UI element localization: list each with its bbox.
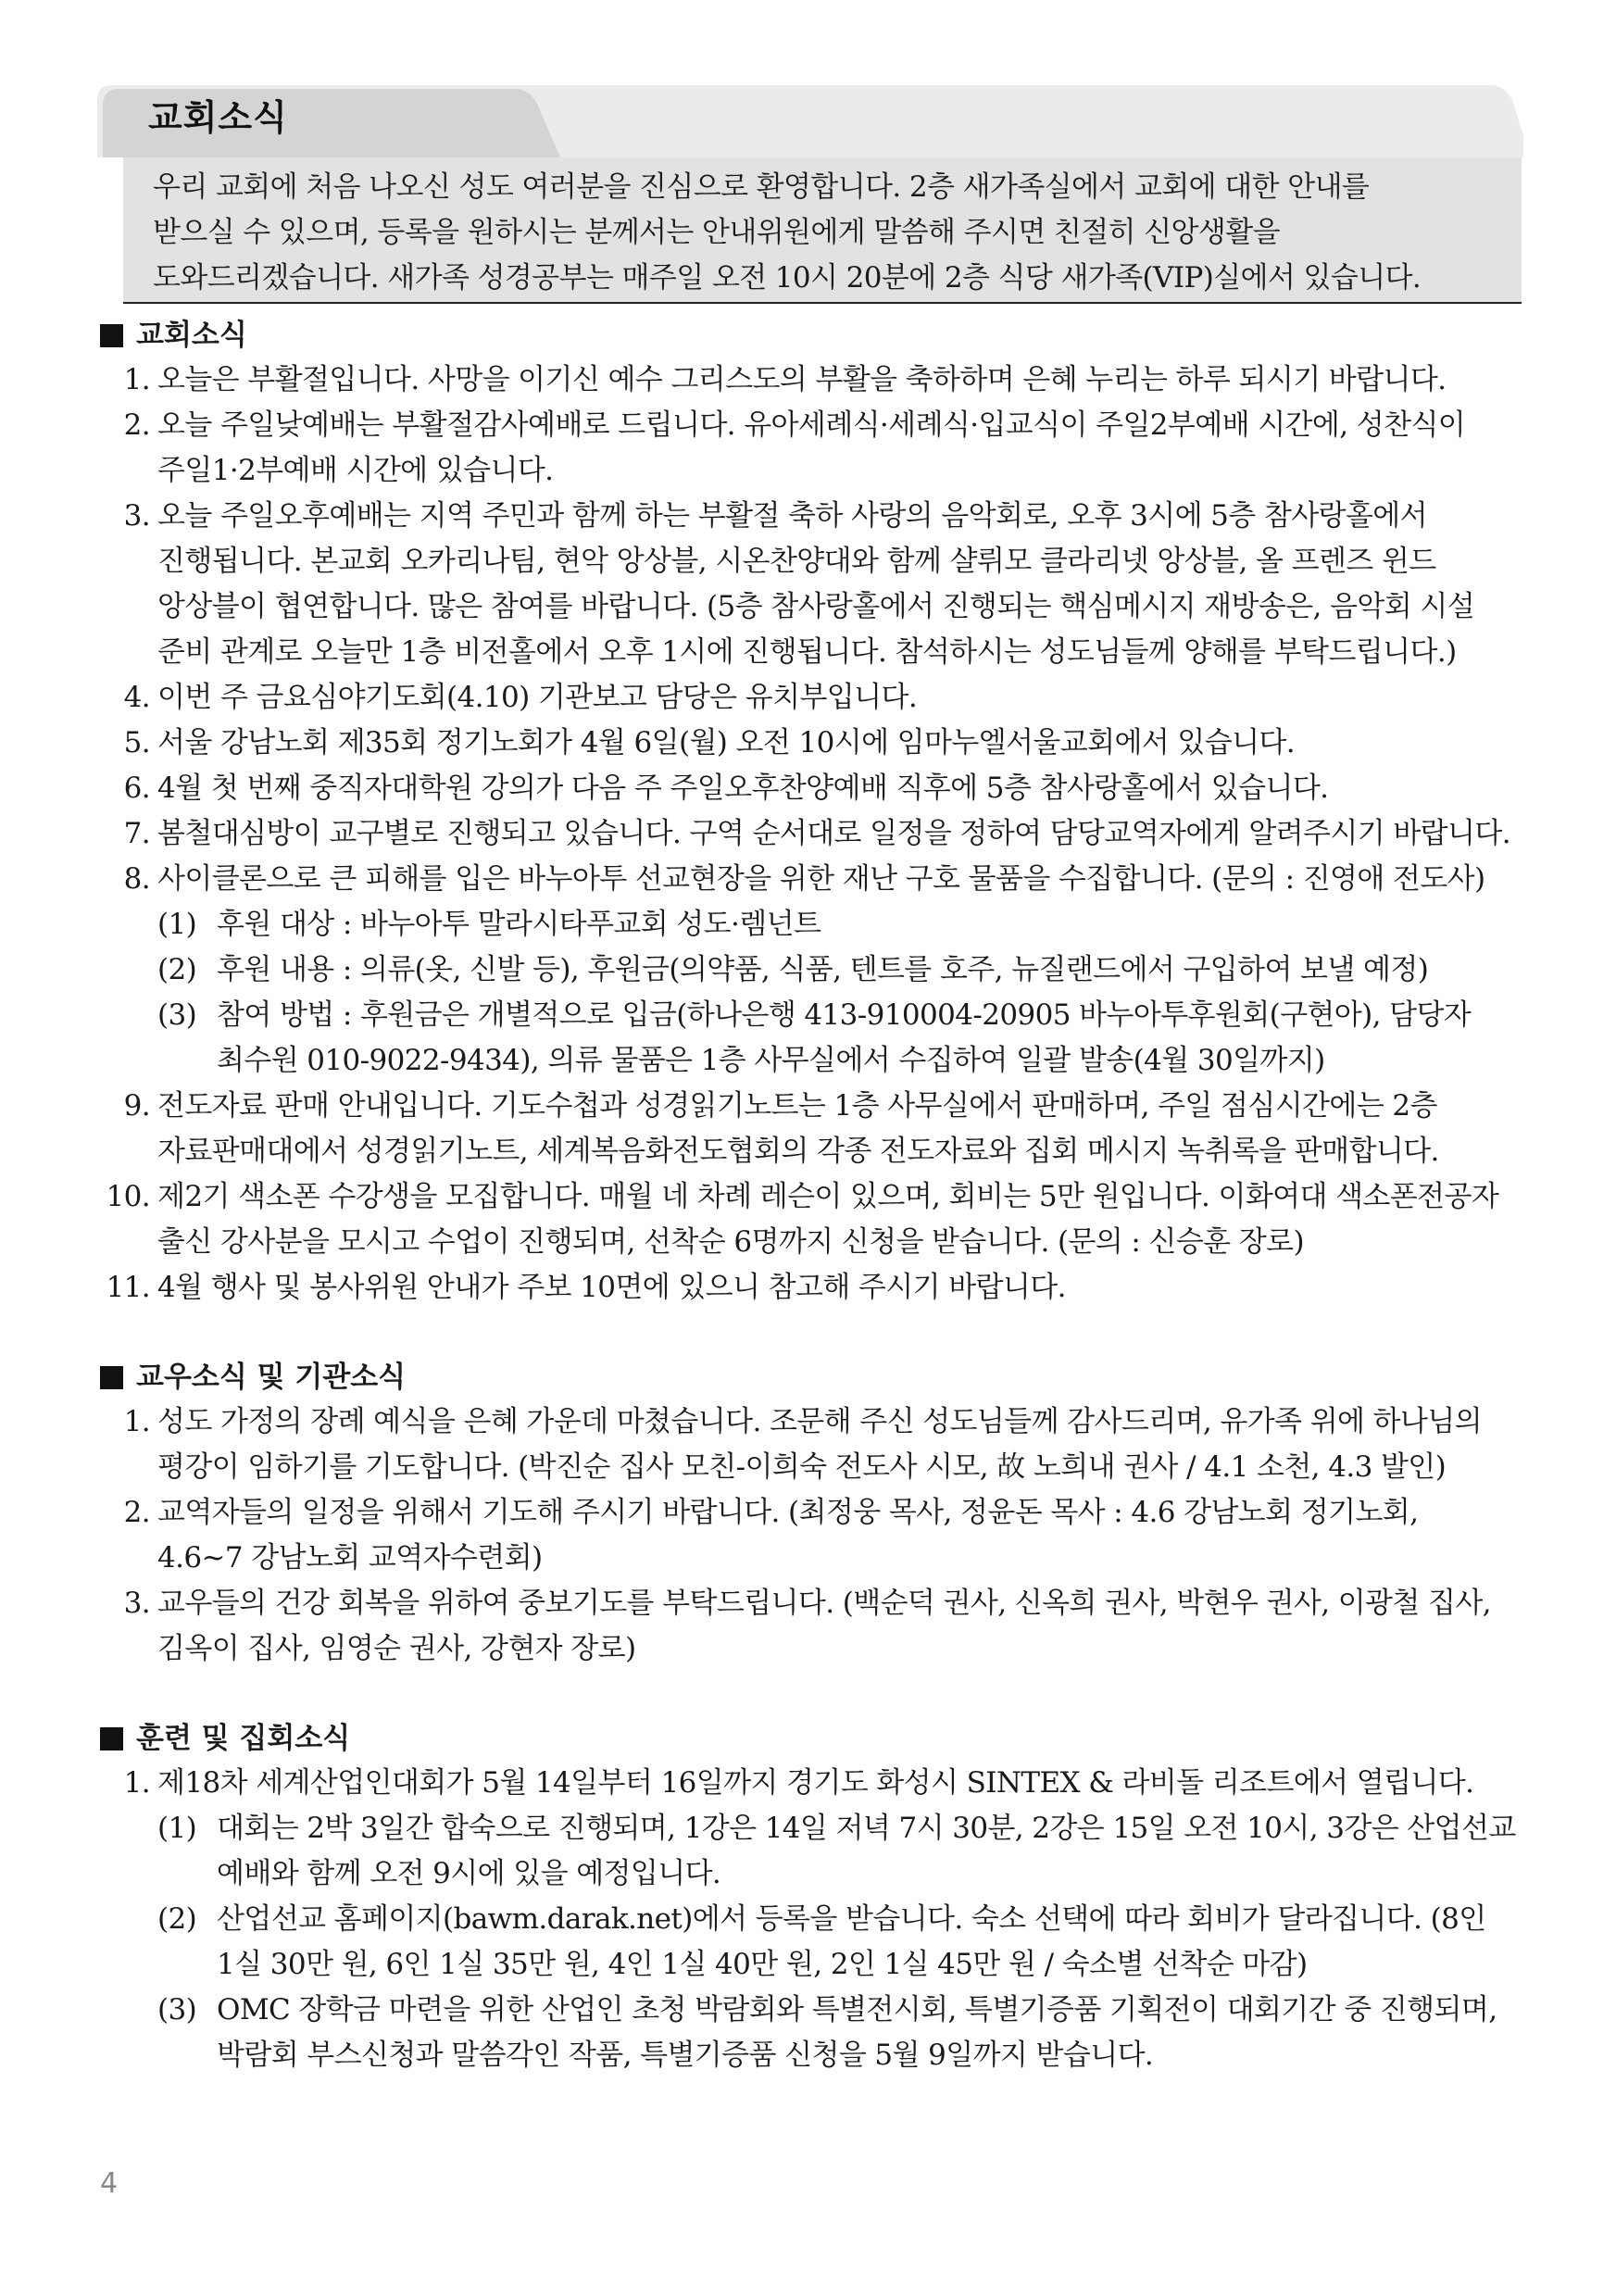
item-number: 3. (123, 1587, 150, 1620)
sub-item-line: 후원 대상 : 바누아투 말라시타푸교회 성도·렘넌트 (217, 908, 821, 941)
sub-item (100, 1897, 1517, 1988)
sub-item-line: 박람회 부스신청과 말씀각인 작품, 특별기증품 신청을 5월 9일까지 받습니다. (217, 2039, 1154, 2072)
item-line: 앙상블이 협연합니다. 많은 참여를 바랍니다. (5층 참사랑홀에서 진행되는 핵심메시지 재방송은, 음악회 시설 (157, 590, 1475, 623)
item-line: 전도자료 판매 안내입니다. 기도수첩과 성경읽기노트는 1층 사무실에서 판매하며, 주일 점심시간에는 2층 (157, 1089, 1437, 1123)
item-line: 서울 강남노회 제35회 정기노회가 4월 6일(월) 오전 10시에 임마누엘서울교회에서 있습니다. (157, 726, 1296, 759)
list-item (100, 1084, 1517, 1174)
section-heading (100, 1355, 1517, 1399)
list-item (100, 1265, 1517, 1311)
sub-item-line: 1실 30만 원, 6인 1실 35만 원, 4인 1실 40만 원, 2인 1실 45만 원 / 숙소별 선착순 마감) (217, 1948, 1308, 1981)
sub-item-line: 참여 방법 : 후원금은 개별적으로 입금(하나은행 413-910004-20905 바누아투후원회(구현아), 담당자 (217, 998, 1472, 1032)
item-line: 사이클론으로 큰 피해를 입은 바누아투 선교현장을 위한 재난 구호 물품을 수집합니다. (문의 : 진영애 전도사) (157, 862, 1485, 896)
page-number: 4 (100, 2167, 119, 2200)
item-line: 제2기 색소폰 수강생을 모집합니다. 매월 네 차례 레슨이 있으며, 회비는 5만 원입니다. 이화여대 색소폰전공자 (157, 1180, 1499, 1213)
item-number: 9. (123, 1089, 150, 1123)
list-item (100, 857, 1517, 902)
item-line: 이번 주 금요심야기도회(4.10) 기관보고 담당은 유치부입니다. (157, 681, 918, 714)
item-number: 8. (123, 862, 150, 896)
item-line: 김옥이 집사, 임영순 권사, 강현자 장로) (157, 1632, 636, 1665)
sub-item-number: (3) (157, 1993, 197, 2026)
section-heading (100, 1716, 1517, 1761)
item-line: 출신 강사분을 모시고 수업이 진행되며, 선착순 6명까지 신청을 받습니다. (문의 : 신승훈 장로) (157, 1225, 1304, 1259)
item-number: 1. (123, 363, 150, 396)
item-line: 자료판매대에서 성경읽기노트, 세계복음화전도협회의 각종 전도자료와 집회 메시지 녹취록을 판매합니다. (157, 1135, 1439, 1168)
item-line: 성도 가정의 장례 예식을 은혜 가운데 마쳤습니다. 조문해 주신 성도님들께 감사드리며, 유가족 위에 하나님의 (157, 1405, 1483, 1438)
sub-item-line: OMC 장학금 마련을 위한 산업인 초청 박람회와 특별전시회, 특별기증품 기획전이 대회기간 중 진행되며, (217, 1993, 1497, 2026)
welcome-box (123, 157, 1522, 304)
list-item (100, 1399, 1517, 1490)
item-line: 오늘은 부활절입니다. 사망을 이기신 예수 그리스도의 부활을 축하하며 은혜 누리는 하루 되시기 바랍니다. (157, 363, 1447, 396)
square-bullet-icon (100, 1366, 123, 1389)
item-line: 봄철대심방이 교구별로 진행되고 있습니다. 구역 순서대로 일정을 정하여 담당교역자에게 알려주시기 바랍니다. (157, 817, 1510, 850)
list-item (100, 675, 1517, 721)
item-line: 제18차 세계산업인대회가 5월 14일부터 16일까지 경기도 화성시 SINTEX & 라비돌 리조트에서 열립니다. (157, 1766, 1474, 1800)
item-line: 준비 관계로 오늘만 1층 비전홀에서 오후 1시에 진행됩니다. 참석하시는 성도님들께 양해를 부탁드립니다.) (157, 635, 1457, 669)
sub-item-line: 예배와 함께 오전 9시에 있을 예정입니다. (217, 1857, 721, 1890)
item-number: 2. (123, 1496, 150, 1529)
item-number: 1. (123, 1405, 150, 1438)
item-number: 1. (123, 1766, 150, 1800)
section-title: 훈련 및 집회소식 (136, 1722, 351, 1755)
item-line: 교역자들의 일정을 위해서 기도해 주시기 바랍니다. (최정웅 목사, 정윤돈 목사 : 4.6 강남노회 정기노회, (157, 1496, 1419, 1529)
sub-item (100, 1988, 1517, 2078)
sub-item-line: 후원 내용 : 의류(옷, 신발 등), 후원금(의약품, 식품, 텐트를 호주, 뉴질랜드에서 구입하여 보낼 예정) (217, 953, 1429, 986)
item-line: 교우들의 건강 회복을 위하여 중보기도를 부탁드립니다. (백순덕 권사, 신옥희 권사, 박현우 권사, 이광철 집사, (157, 1587, 1491, 1620)
sub-item-line: 산업선교 홈페이지(bawm.darak.net)에서 등록을 받습니다. 숙소 선택에 따라 회비가 달라집니다. (8인 (217, 1902, 1486, 1936)
item-number: 2. (123, 408, 150, 442)
item-line: 4.6~7 강남노회 교역자수련회) (157, 1541, 543, 1575)
section-title: 교회소식 (136, 319, 247, 352)
sub-item-line: 대회는 2박 3일간 합숙으로 진행되며, 1강은 14일 저녁 7시 30분, 2강은 15일 오전 10시, 3강은 산업선교 (217, 1812, 1516, 1845)
item-line: 오늘 주일낮예배는 부활절감사예배로 드립니다. 유아세례식·세례식·입교식이 주일2부예배 시간에, 성찬식이 (157, 408, 1466, 442)
header-tab-shape (97, 80, 1523, 157)
sub-item-number: (2) (157, 1902, 197, 1936)
welcome-line: 우리 교회에 처음 나오신 성도 여러분을 진심으로 환영합니다. 2층 새가족실에서 교회에 대한 안내를 (153, 170, 1370, 204)
list-item (100, 494, 1517, 675)
list-item (100, 403, 1517, 494)
content (100, 313, 1517, 2078)
item-number: 5. (123, 726, 150, 759)
item-line: 오늘 주일오후예배는 지역 주민과 함께 하는 부활절 축하 사랑의 음악회로, 오후 3시에 5층 참사랑홀에서 (157, 499, 1427, 533)
page-title: 교회소식 (148, 97, 288, 138)
item-number: 7. (123, 817, 150, 850)
sub-item (100, 947, 1517, 993)
list-item (100, 1581, 1517, 1672)
item-line: 주일1·2부예배 시간에 있습니다. (157, 454, 554, 487)
sub-item-number: (2) (157, 953, 197, 986)
item-number: 11. (106, 1271, 150, 1304)
list-item (100, 1490, 1517, 1581)
list-item (100, 721, 1517, 766)
sub-item-number: (1) (157, 1812, 197, 1845)
sub-item (100, 1806, 1517, 1897)
sub-item-number: (3) (157, 998, 197, 1032)
item-number: 6. (123, 772, 150, 805)
list-item (100, 358, 1517, 403)
item-line: 4월 행사 및 봉사위원 안내가 주보 10면에 있으니 참고해 주시기 바랍니다. (157, 1271, 1066, 1304)
item-line: 4월 첫 번째 중직자대학원 강의가 다음 주 주일오후찬양예배 직후에 5층 참사랑홀에서 있습니다. (157, 772, 1329, 805)
list-item (100, 1174, 1517, 1265)
sub-item-number: (1) (157, 908, 197, 941)
list-item (100, 766, 1517, 811)
item-number: 3. (123, 499, 150, 533)
welcome-line: 도와드리겠습니다. 새가족 성경공부는 매주일 오전 10시 20분에 2층 식당 새가족(VIP)실에서 있습니다. (153, 261, 1422, 295)
list-item (100, 811, 1517, 857)
square-bullet-icon (100, 324, 123, 347)
item-line: 평강이 임하기를 기도합니다. (박진순 집사 모친-이희숙 전도사 시모, 故 노희내 권사 / 4.1 소천, 4.3 발인) (157, 1450, 1447, 1484)
item-number: 10. (106, 1180, 150, 1213)
list-item (100, 1761, 1517, 1806)
section-heading (100, 313, 1517, 358)
item-line: 진행됩니다. 본교회 오카리나팀, 현악 앙상블, 시온찬양대와 함께 샬뤼모 클라리넷 앙상블, 올 프렌즈 윈드 (157, 545, 1436, 578)
square-bullet-icon (100, 1727, 123, 1750)
section-title: 교우소식 및 기관소식 (136, 1361, 407, 1394)
sub-item-line: 최수원 010-9022-9434), 의류 물품은 1층 사무실에서 수집하여 일괄 발송(4월 30일까지) (217, 1044, 1325, 1077)
header-tab-bar (97, 80, 1523, 157)
item-number: 4. (123, 681, 150, 714)
sub-item (100, 902, 1517, 947)
sub-item (100, 993, 1517, 1084)
welcome-line: 받으실 수 있으며, 등록을 원하시는 분께서는 안내위원에게 말씀해 주시면 친절히 신앙생활을 (153, 216, 1280, 249)
